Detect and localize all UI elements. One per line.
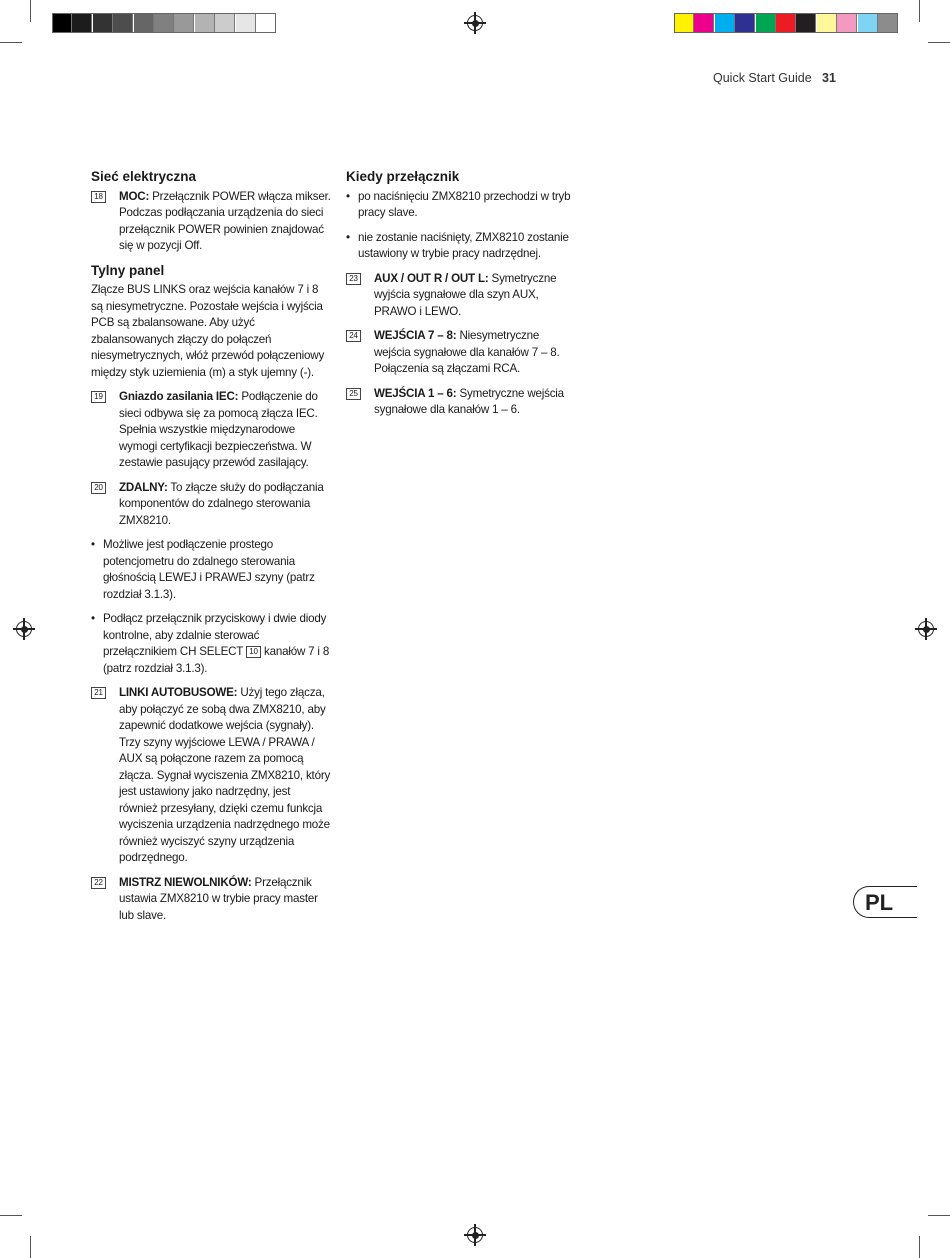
- crop-mark: [0, 42, 22, 43]
- item-term: AUX / OUT R / OUT L:: [374, 271, 489, 285]
- item-text: To złącze służy do podłączania komponentów do zdalnego sterowania ZMX8210.: [119, 480, 324, 527]
- section-title-switch: Kiedy przełącznik: [346, 169, 460, 184]
- guide-label: Quick Start Guide: [713, 71, 812, 85]
- item-term: WEJŚCIA 7 – 8:: [374, 329, 457, 342]
- item-text: Podłączenie do sieci odbywa się za pomocą złącza IEC. Spełnia wszystkie międzynarodowe wymogi certyfikacji bezpieczeństwa. W zestawie pasujący przewód zasilający.: [119, 390, 318, 469]
- item-number: 23: [346, 273, 361, 285]
- calibration-bar-outline: [52, 13, 276, 33]
- item-23: [346, 271, 578, 321]
- crop-mark: [928, 1215, 950, 1216]
- item-18: [91, 189, 331, 255]
- crop-mark: [928, 42, 950, 43]
- item-term: MISTRZ NIEWOLNIKÓW:: [119, 875, 252, 889]
- item-term: MOC:: [119, 189, 150, 203]
- item-number: 24: [346, 330, 361, 342]
- item-number: 21: [91, 687, 106, 699]
- registration-mark-icon: [918, 621, 934, 637]
- item-20: [91, 480, 331, 530]
- item-21: [91, 685, 331, 867]
- item-number: 18: [91, 191, 106, 203]
- bullet-text: kanałów 7 i 8 (patrz rozdział 3.1.3).: [103, 645, 330, 675]
- registration-mark-icon: [16, 621, 32, 637]
- crop-mark: [30, 0, 31, 22]
- bullet-item: • Możliwe jest podłączenie prostego potencjometru do zdalnego sterowania głośnością LEWEJ i PRAWEJ szyny (patrz rozdział 3.1.3).: [91, 537, 331, 603]
- item-number: 20: [91, 482, 106, 494]
- item-text: Przełącznik POWER włącza mikser. Podczas podłączania urządzenia do sieci przełącznik POWER powinien znajdować się w pozycji Off.: [119, 189, 331, 252]
- item-term: ZDALNY:: [119, 480, 168, 494]
- item-number: 25: [346, 388, 361, 400]
- color-calibration-bar: [674, 0, 898, 35]
- item-text: Symetryczne wyjścia sygnałowe dla szyn AUX, PRAWO i LEWO.: [374, 271, 557, 318]
- crop-mark: [30, 1236, 31, 1258]
- page-number: 31: [822, 71, 836, 85]
- language-tab-label: PL: [865, 890, 894, 915]
- item-number: 19: [91, 391, 106, 403]
- bullet-item: • po naciśnięciu ZMX8210 przechodzi w tryb pracy slave.: [346, 189, 578, 222]
- bullet-item: • nie zostanie naciśnięty, ZMX8210 zostanie ustawiony w trybie pracy nadrzędnej.: [346, 230, 578, 263]
- item-term: LINKI AUTOBUSOWE:: [119, 686, 238, 699]
- rear-panel-intro: Złącze BUS LINKS oraz wejścia kanałów 7 i 8 są niesymetryczne. Pozostałe wejścia i wyjścia PCB są zbalansowane. Aby użyć zbalansowanych złączy do połączeń niesymetrycznych, włóż przewód połączeniowy między styk uziemienia (m) a styk ujemny (-).: [91, 283, 325, 379]
- item-text: Symetryczne wejścia sygnałowe dla kanałów 1 – 6.: [374, 386, 564, 416]
- item-25: [346, 386, 578, 419]
- item-text: Przełącznik ustawia ZMX8210 w trybie pracy master lub slave.: [119, 875, 318, 922]
- calibration-bar-outline: [674, 13, 898, 33]
- bullet-text: Podłącz przełącznik przyciskowy i dwie diody kontrolne, aby zdalnie sterować przełącznikiem CH SELECT: [103, 612, 327, 658]
- item-number: 10: [246, 646, 261, 658]
- crop-mark: [919, 0, 920, 22]
- item-24: [346, 328, 578, 378]
- section-title-power: Sieć elektryczna: [91, 169, 197, 184]
- registration-mark-icon: [467, 1227, 483, 1243]
- registration-mark-icon: [467, 15, 483, 31]
- bullet-item: [91, 611, 331, 677]
- crop-mark: [0, 1215, 22, 1216]
- grayscale-calibration-bar: [52, 0, 276, 35]
- item-text: Użyj tego złącza, aby połączyć ze sobą dwa ZMX8210, aby zapewnić dodatkowe wejścia (sygnały). Trzy szyny wyjściowe LEWA / PRAWA / AUX są połączone razem za pomocą złącza. Sygnał wyciszenia ZMX8210, który jest ustawiony jako nadrzędny, jest również przesyłany, dzięki czemu funkcja wyciszenia urządzenia nadrzędnego może również wyciszyć szyny urządzenia podrzędnego.: [119, 686, 331, 864]
- item-text: Niesymetryczne wejścia sygnałowe dla kanałów 7 – 8. Połączenia są złączami RCA.: [374, 329, 560, 375]
- item-term: Gniazdo zasilania IEC:: [119, 390, 239, 403]
- item-19: [91, 389, 331, 472]
- item-term: WEJŚCIA 1 – 6:: [374, 386, 457, 400]
- item-22: [91, 875, 331, 925]
- item-number: 22: [91, 877, 106, 889]
- right-column: [346, 169, 578, 427]
- left-column: [91, 169, 331, 932]
- crop-mark: [919, 1236, 920, 1258]
- section-title-rear-panel: Tylny panel: [91, 262, 165, 278]
- language-tab: [853, 886, 917, 918]
